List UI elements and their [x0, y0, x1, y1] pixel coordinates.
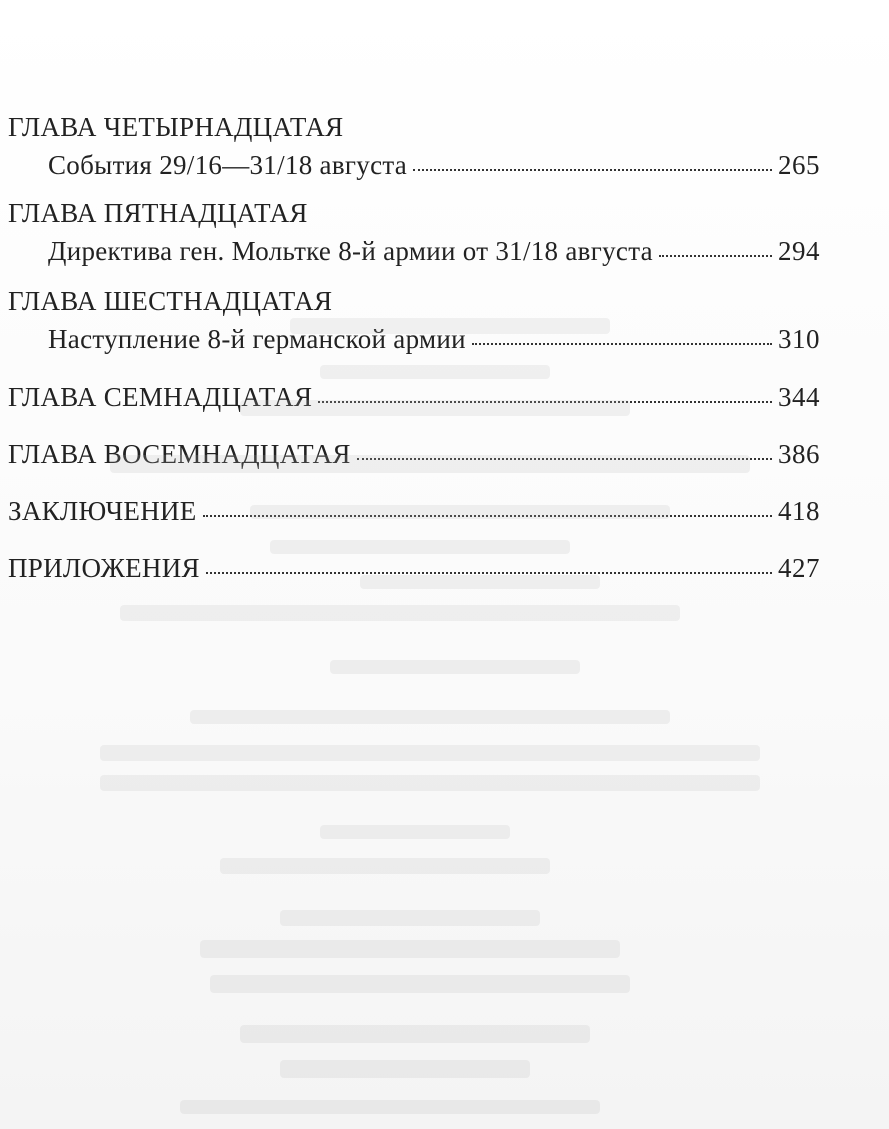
page-number: 418 — [778, 496, 820, 526]
entry-title: ПРИЛОЖЕНИЯ — [8, 553, 200, 583]
dot-leader — [472, 342, 772, 345]
entry-title: События 29/16—31/18 августа — [48, 150, 408, 180]
toc-entry-appendices — [8, 549, 820, 587]
toc-chapter-15 — [8, 194, 820, 270]
toc-entry — [8, 146, 820, 184]
toc-entry — [8, 320, 820, 358]
table-of-contents — [8, 108, 820, 587]
page-number: 427 — [778, 553, 820, 583]
entry-title: Наступление 8-й германской армии — [48, 324, 466, 354]
toc-entry-chapter-17 — [8, 378, 820, 416]
page-number: 294 — [778, 236, 820, 266]
chapter-heading: ГЛАВА ШЕСТНАДЦАТАЯ — [8, 286, 333, 316]
page-number: 386 — [778, 439, 820, 469]
dot-leader — [357, 457, 772, 460]
entry-title: ЗАКЛЮЧЕНИЕ — [8, 496, 197, 526]
chapter-heading: ГЛАВА ПЯТНАДЦАТАЯ — [8, 198, 308, 228]
toc-chapter-16 — [8, 282, 820, 358]
page-number: 265 — [778, 150, 820, 180]
dot-leader — [203, 514, 772, 517]
toc-entry-conclusion — [8, 492, 820, 530]
toc-entry-chapter-18 — [8, 435, 820, 473]
entry-title: ГЛАВА СЕМНАДЦАТАЯ — [8, 382, 313, 412]
toc-chapter-14 — [8, 108, 820, 184]
chapter-heading: ГЛАВА ЧЕТЫРНАДЦАТАЯ — [8, 112, 344, 142]
dot-leader — [206, 571, 772, 574]
dot-leader — [659, 254, 772, 257]
page-number: 344 — [778, 382, 820, 412]
page-number: 310 — [778, 324, 820, 354]
entry-title: Директива ген. Мольтке 8-й армии от 31/18 августа — [48, 236, 653, 266]
dot-leader — [318, 400, 772, 403]
entry-title: ГЛАВА ВОСЕМНАДЦАТАЯ — [8, 439, 351, 469]
toc-entry — [8, 232, 820, 270]
dot-leader — [413, 168, 772, 171]
